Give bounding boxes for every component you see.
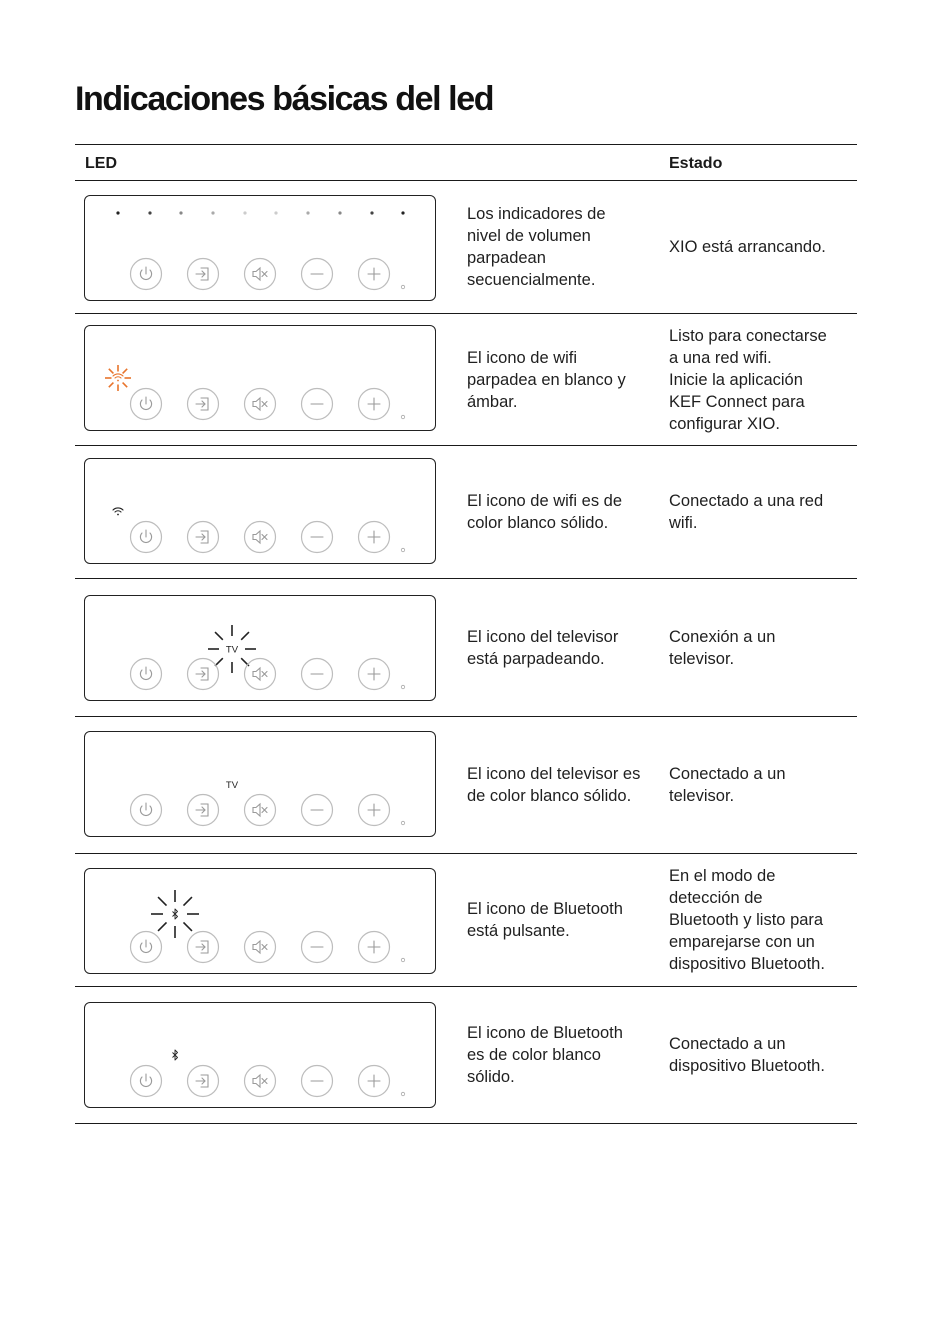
mute-button[interactable] [245,659,276,690]
led-description [467,987,667,1123]
power-icon [140,1074,151,1087]
plus-icon [368,1075,380,1087]
input-icon [196,398,208,410]
sensor-dot [401,285,404,288]
led-state-text: Conectado a una red wifi. [669,492,824,532]
table-row [75,446,857,579]
plus-icon [368,531,380,543]
panel-illustration [85,196,437,302]
panel-illustration [85,326,437,432]
wifi-icon [113,374,123,382]
plus-button[interactable] [359,259,390,290]
plus-button[interactable] [359,795,390,826]
panel-illustration [85,732,437,838]
volume-dot [116,211,119,214]
power-icon [140,940,151,953]
power-button[interactable] [131,795,162,826]
speaker-panel-wifi-solid [84,458,436,564]
input-button[interactable] [188,259,219,290]
led-state-text: Conectado a un televisor. [669,765,786,805]
mute-button[interactable] [245,795,276,826]
mute-button[interactable] [245,259,276,290]
speaker-panel-tv-blinking [84,595,436,701]
table-row [75,987,857,1124]
led-description [467,314,667,445]
plus-icon [368,941,380,953]
volume-dot [179,211,182,214]
panel-illustration [85,869,437,975]
minus-button[interactable] [302,389,333,420]
table-row [75,181,857,314]
volume-dot [370,211,373,214]
input-button[interactable] [188,389,219,420]
volume-dot [401,211,404,214]
wifi-icon [113,508,123,516]
mute-button[interactable] [245,932,276,963]
blink-rays [105,365,131,391]
led-state [669,314,857,445]
plus-icon [368,668,380,680]
plus-button[interactable] [359,389,390,420]
led-description-text: El icono de wifi es de color blanco sólido. [467,492,623,532]
led-state [669,717,857,853]
volume-dot [306,211,309,214]
input-icon [196,268,208,280]
led-description [467,181,667,313]
led-description-text: Los indicadores de nivel de volumen parpadean secuencialmente. [467,205,606,289]
table-row [75,717,857,854]
led-description [467,854,667,986]
table-row [75,854,857,987]
sensor-dot [401,1092,404,1095]
bluetooth-icon [173,909,178,919]
minus-button[interactable] [302,932,333,963]
column-header-state: Estado [669,155,723,172]
power-button[interactable] [131,659,162,690]
power-icon [140,530,151,543]
input-icon [196,941,208,953]
led-state-text: Conectado a un dispositivo Bluetooth. [669,1035,825,1075]
led-description-text: El icono del televisor está parpadeando. [467,627,619,668]
sensor-dot [401,685,404,688]
page-title: Indicaciones básicas del led [75,80,494,118]
volume-dot [274,211,277,214]
input-button[interactable] [188,932,219,963]
mute-icon [253,668,267,680]
led-description-text: El icono del televisor es de color blanco sólido. [467,765,641,805]
input-icon [196,804,208,816]
led-state-text: Conexión a un televisor. [669,627,776,668]
led-state-text: En el modo de detección de Bluetooth y listo para emparejarse con un dispositivo Bluetooth. [669,867,825,973]
speaker-panel-volume-dots [84,195,436,301]
minus-button[interactable] [302,659,333,690]
column-header-led: LED [85,155,117,172]
input-icon [196,531,208,543]
speaker-panel-wifi-blinking [84,325,436,431]
power-button[interactable] [131,259,162,290]
sensor-dot [401,821,404,824]
plus-icon [368,398,380,410]
power-icon [140,803,151,816]
panel-illustration [85,1003,437,1109]
plus-button[interactable] [359,932,390,963]
power-icon [140,267,151,280]
led-state-text: XIO está arrancando. [669,238,826,256]
mute-icon [253,398,267,410]
mute-icon [253,804,267,816]
power-button[interactable] [131,932,162,963]
mute-icon [253,1075,267,1087]
mute-button[interactable] [245,522,276,553]
led-state [669,181,857,313]
table-body [75,181,857,1124]
led-description-text: El icono de Bluetooth es de color blanco sólido. [467,1024,623,1086]
power-button[interactable] [131,389,162,420]
mute-icon [253,531,267,543]
input-button[interactable] [188,795,219,826]
input-icon [196,1075,208,1087]
led-description-text: El icono de wifi parpadea en blanco y ámbar. [467,348,626,411]
tv-icon: TV [225,780,239,791]
sensor-dot [401,415,404,418]
mute-icon [253,941,267,953]
sensor-dot [401,958,404,961]
plus-icon [368,268,380,280]
input-button[interactable] [188,522,219,553]
led-description [467,579,667,716]
led-state-text: Listo para conectarse a una red wifi. Inicie la aplicación KEF Connect para configurar XIO. [669,326,827,433]
input-button[interactable] [188,659,219,690]
volume-dot [211,211,214,214]
sensor-dot [401,548,404,551]
volume-level-indicators [116,211,404,214]
volume-dot [243,211,246,214]
volume-dot [338,211,341,214]
speaker-panel-bluetooth-pulsing [84,868,436,974]
plus-button[interactable] [359,1066,390,1097]
tv-icon: TV [225,644,239,656]
minus-button[interactable] [302,522,333,553]
input-icon [196,668,208,680]
led-state [669,987,857,1123]
table-row [75,579,857,717]
table-row [75,314,857,446]
mute-icon [253,268,267,280]
power-button[interactable] [131,522,162,553]
plus-button[interactable] [359,522,390,553]
input-button[interactable] [188,1066,219,1097]
led-description-text: El icono de Bluetooth está pulsante. [467,900,623,940]
plus-button[interactable] [359,659,390,690]
mute-button[interactable] [245,389,276,420]
volume-dot [148,211,151,214]
led-table [75,144,857,1124]
mute-button[interactable] [245,1066,276,1097]
speaker-panel-tv-solid [84,731,436,837]
bluetooth-icon [173,1050,178,1060]
power-button[interactable] [131,1066,162,1097]
panel-illustration [85,459,437,565]
plus-icon [368,804,380,816]
led-description [467,446,667,578]
led-description [467,717,667,853]
minus-button[interactable] [302,795,333,826]
led-state [669,446,857,578]
minus-button[interactable] [302,259,333,290]
minus-button[interactable] [302,1066,333,1097]
panel-illustration [85,596,437,702]
speaker-panel-bluetooth-solid [84,1002,436,1108]
power-icon [140,397,151,410]
power-icon [140,667,151,680]
led-state [669,579,857,716]
table-header [75,144,857,181]
led-state [669,854,857,986]
